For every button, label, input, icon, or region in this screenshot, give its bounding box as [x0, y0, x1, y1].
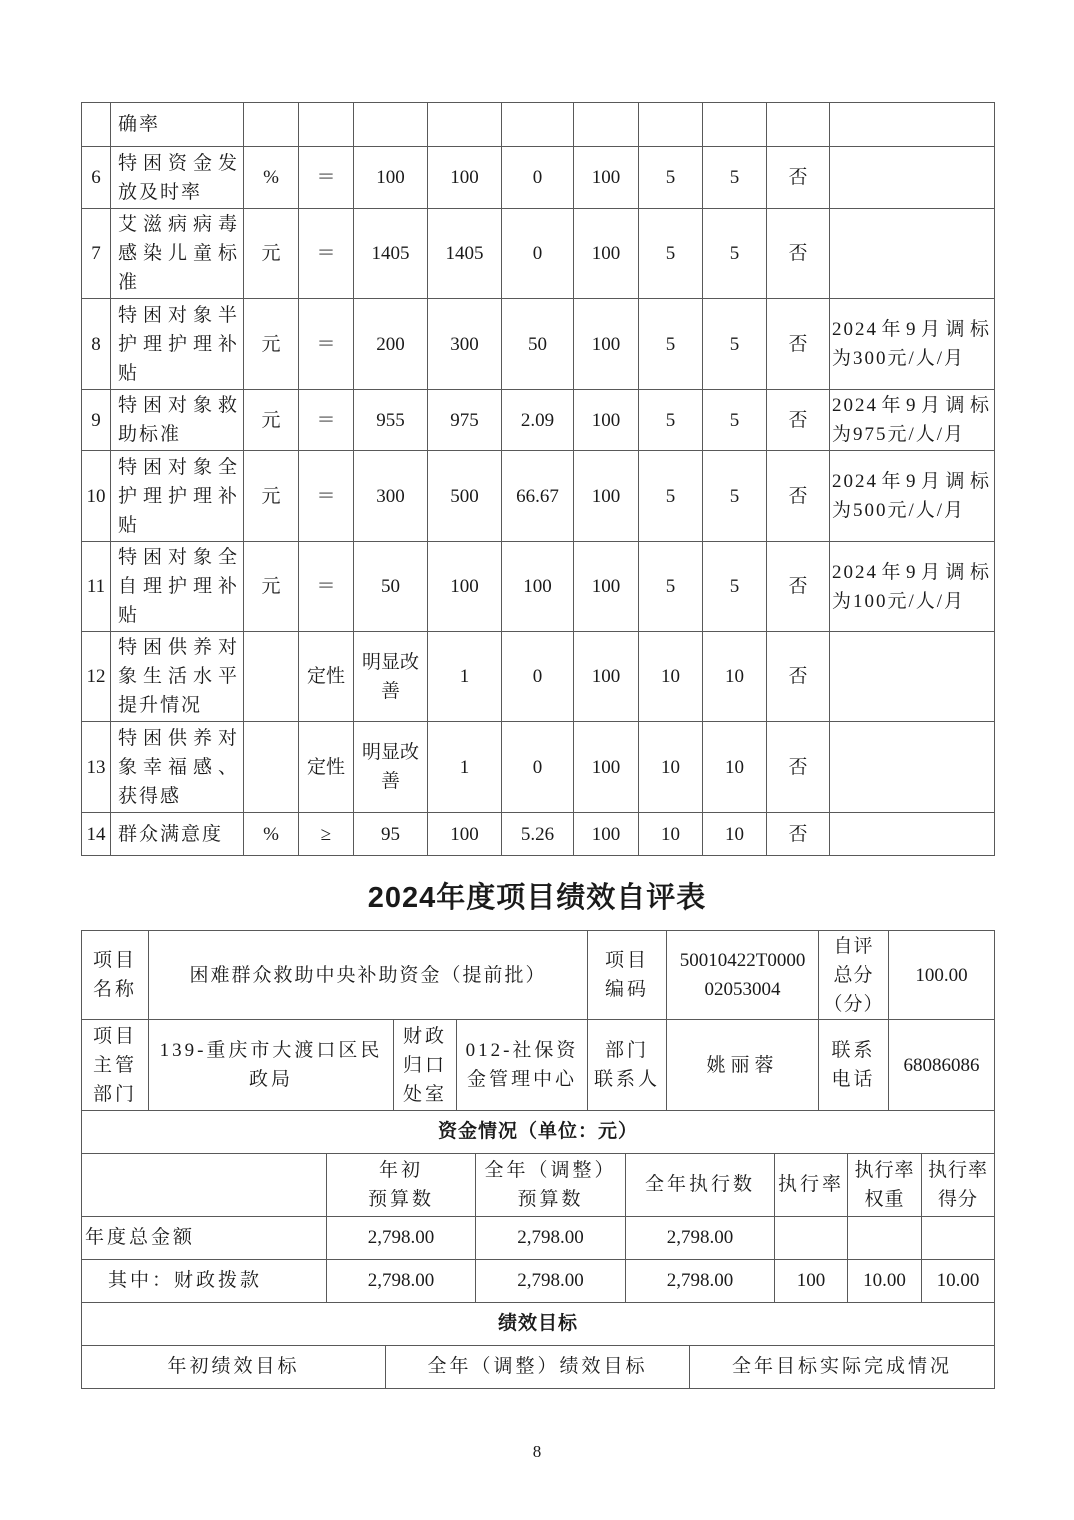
cell-deviation-rate: 5.26: [502, 813, 574, 856]
cell-weight: 5: [639, 299, 703, 390]
cell-index: 7: [82, 209, 111, 299]
cell-score: 5: [703, 299, 767, 390]
cell-remark: [830, 632, 995, 722]
cell-unit: 元: [244, 299, 299, 390]
indicator-table: [81, 102, 995, 856]
cell-completion-rate: 100: [574, 542, 639, 632]
cell-completion-rate: 100: [574, 147, 639, 209]
cell-score: 10: [703, 632, 767, 722]
cell-weight: 5: [639, 209, 703, 299]
cell-remark: [830, 209, 995, 299]
cell-deduction-flag: 否: [767, 632, 830, 722]
cell-score: 5: [703, 147, 767, 209]
cell-actual-value: 500: [428, 451, 502, 542]
goals-header-actual: 全年目标实际完成情况: [690, 1345, 995, 1388]
cell-unit: [244, 722, 299, 813]
cell-actual-value: 1: [428, 722, 502, 813]
cell-unit: [244, 103, 299, 147]
cell-target-value: 955: [354, 390, 428, 451]
funding-header-row: [82, 1153, 995, 1216]
goals-header-adjusted: 全年（调整）绩效目标: [386, 1345, 690, 1388]
total-score-label: 自评 总分 （分）: [819, 931, 889, 1020]
funding-rate-score: 10.00: [922, 1259, 995, 1302]
cell-indicator-name: 特困供养对象幸福感、获得感: [111, 722, 244, 813]
cell-target-value: 200: [354, 299, 428, 390]
cell-indicator-nature: ＝: [299, 542, 354, 632]
funding-adjusted-budget: 2,798.00: [476, 1259, 626, 1302]
cell-index: 6: [82, 147, 111, 209]
cell-target-value: 50: [354, 542, 428, 632]
cell-actual-value: 1: [428, 632, 502, 722]
cell-score: 10: [703, 722, 767, 813]
cell-remark: 2024年9月调标为975元/人/月: [830, 390, 995, 451]
cell-indicator-nature: [299, 103, 354, 147]
cell-remark: [830, 722, 995, 813]
cell-completion-rate: [574, 103, 639, 147]
department-value: 139-重庆市大渡口区民政局: [149, 1020, 394, 1111]
cell-deduction-flag: [767, 103, 830, 147]
cell-actual-value: 975: [428, 390, 502, 451]
funding-header-execution-rate: 执行率: [775, 1153, 848, 1216]
cell-unit: %: [244, 813, 299, 856]
cell-target-value: 95: [354, 813, 428, 856]
project-info-table: [81, 930, 995, 1111]
funding-header-rate-score: 执行率 得分: [922, 1153, 995, 1216]
cell-deduction-flag: 否: [767, 813, 830, 856]
cell-score: [703, 103, 767, 147]
total-score-value: 100.00: [889, 931, 995, 1020]
cell-deviation-rate: 0: [502, 147, 574, 209]
indicator-row: [82, 390, 995, 451]
funding-row-fiscal: [82, 1259, 995, 1302]
cell-weight: [639, 103, 703, 147]
funding-section-title: 资金情况（单位：元）: [82, 1110, 995, 1153]
funding-rate-weight: [848, 1216, 922, 1259]
cell-score: 5: [703, 209, 767, 299]
cell-indicator-name: 特困对象救助标准: [111, 390, 244, 451]
performance-goals-table: [81, 1302, 995, 1389]
cell-actual-value: 100: [428, 542, 502, 632]
contact-value: 姚丽蓉: [667, 1020, 819, 1111]
cell-indicator-nature: ＝: [299, 451, 354, 542]
cell-indicator-nature: ＝: [299, 147, 354, 209]
cell-deduction-flag: 否: [767, 722, 830, 813]
indicator-row: [82, 147, 995, 209]
cell-deduction-flag: 否: [767, 390, 830, 451]
cell-indicator-name: 特困对象全自理护理补贴: [111, 542, 244, 632]
phone-value: 68086086: [889, 1020, 995, 1111]
indicator-row: [82, 632, 995, 722]
cell-indicator-nature: ＝: [299, 209, 354, 299]
cell-indicator-name: 特困对象全护理护理补贴: [111, 451, 244, 542]
info-row-project: [82, 931, 995, 1020]
cell-deviation-rate: 66.67: [502, 451, 574, 542]
cell-weight: 5: [639, 147, 703, 209]
cell-weight: 5: [639, 542, 703, 632]
project-name-label: 项目 名称: [82, 931, 149, 1020]
cell-deduction-flag: 否: [767, 299, 830, 390]
funding-rate-weight: 10.00: [848, 1259, 922, 1302]
project-name-value: 困难群众救助中央补助资金（提前批）: [149, 931, 588, 1020]
funding-executed: 2,798.00: [626, 1216, 775, 1259]
indicator-row: [82, 813, 995, 856]
cell-deduction-flag: 否: [767, 451, 830, 542]
finance-office-value: 012-社保资金管理中心: [457, 1020, 588, 1111]
page-number: 8: [532, 1442, 542, 1461]
indicator-row: [82, 209, 995, 299]
cell-deviation-rate: 2.09: [502, 390, 574, 451]
cell-deduction-flag: 否: [767, 542, 830, 632]
cell-index: 9: [82, 390, 111, 451]
cell-indicator-nature: ＝: [299, 390, 354, 451]
cell-target-value: 明显改善: [354, 722, 428, 813]
cell-deduction-flag: 否: [767, 209, 830, 299]
phone-label: 联系 电话: [819, 1020, 889, 1111]
cell-completion-rate: 100: [574, 390, 639, 451]
cell-index: 10: [82, 451, 111, 542]
indicator-row: [82, 451, 995, 542]
funding-adjusted-budget: 2,798.00: [476, 1216, 626, 1259]
funding-header-executed: 全年执行数: [626, 1153, 775, 1216]
indicator-table-body: [82, 103, 995, 856]
indicator-row: [82, 103, 995, 147]
cell-actual-value: [428, 103, 502, 147]
cell-actual-value: 1405: [428, 209, 502, 299]
cell-indicator-name: 特困供养对象生活水平提升情况: [111, 632, 244, 722]
cell-target-value: 300: [354, 451, 428, 542]
cell-weight: 10: [639, 632, 703, 722]
cell-indicator-name: 确率: [111, 103, 244, 147]
cell-indicator-nature: ＝: [299, 299, 354, 390]
cell-completion-rate: 100: [574, 813, 639, 856]
cell-indicator-nature: 定性: [299, 722, 354, 813]
cell-remark: 2024年9月调标为500元/人/月: [830, 451, 995, 542]
cell-deviation-rate: 0: [502, 722, 574, 813]
cell-deduction-flag: 否: [767, 147, 830, 209]
cell-target-value: 明显改善: [354, 632, 428, 722]
funding-header-rate-weight: 执行率 权重: [848, 1153, 922, 1216]
cell-indicator-name: 特困资金发放及时率: [111, 147, 244, 209]
cell-remark: 2024年9月调标为100元/人/月: [830, 542, 995, 632]
cell-completion-rate: 100: [574, 451, 639, 542]
goals-section-title: 绩效目标: [82, 1302, 995, 1345]
cell-indicator-name: 群众满意度: [111, 813, 244, 856]
cell-target-value: [354, 103, 428, 147]
cell-unit: [244, 632, 299, 722]
cell-completion-rate: 100: [574, 209, 639, 299]
cell-actual-value: 100: [428, 813, 502, 856]
department-label: 项目 主管 部门: [82, 1020, 149, 1111]
cell-actual-value: 100: [428, 147, 502, 209]
cell-deviation-rate: 100: [502, 542, 574, 632]
cell-index: 14: [82, 813, 111, 856]
cell-deviation-rate: [502, 103, 574, 147]
finance-office-label: 财政 归口 处室: [394, 1020, 457, 1111]
indicator-row: [82, 299, 995, 390]
cell-unit: 元: [244, 209, 299, 299]
cell-index: 11: [82, 542, 111, 632]
funding-section-row: [82, 1110, 995, 1153]
cell-index: [82, 103, 111, 147]
cell-weight: 10: [639, 813, 703, 856]
cell-weight: 10: [639, 722, 703, 813]
cell-deviation-rate: 0: [502, 209, 574, 299]
funding-header-initial-budget: 年初 预算数: [327, 1153, 476, 1216]
cell-score: 5: [703, 542, 767, 632]
cell-target-value: 1405: [354, 209, 428, 299]
cell-actual-value: 300: [428, 299, 502, 390]
cell-indicator-name: 特困对象半护理护理补贴: [111, 299, 244, 390]
funding-execution-rate: 100: [775, 1259, 848, 1302]
project-code-value: 50010422T000002053004: [667, 931, 819, 1020]
goals-section-row: [82, 1302, 995, 1345]
funding-execution-rate: [775, 1216, 848, 1259]
cell-unit: %: [244, 147, 299, 209]
cell-completion-rate: 100: [574, 632, 639, 722]
cell-completion-rate: 100: [574, 299, 639, 390]
cell-remark: [830, 813, 995, 856]
funding-table: [81, 1110, 995, 1303]
cell-unit: 元: [244, 390, 299, 451]
contact-label: 部门 联系人: [588, 1020, 667, 1111]
indicator-row: [82, 542, 995, 632]
funding-rate-score: [922, 1216, 995, 1259]
cell-weight: 5: [639, 451, 703, 542]
funding-row-total: [82, 1216, 995, 1259]
cell-score: 10: [703, 813, 767, 856]
project-code-label: 项目 编码: [588, 931, 667, 1020]
funding-row-label: 其中：财政拨款: [82, 1259, 327, 1302]
cell-score: 5: [703, 451, 767, 542]
cell-deviation-rate: 0: [502, 632, 574, 722]
cell-score: 5: [703, 390, 767, 451]
page-title: 2024年度项目绩效自评表: [367, 882, 707, 914]
cell-index: 13: [82, 722, 111, 813]
indicator-row: [82, 722, 995, 813]
goals-header-initial: 年初绩效目标: [82, 1345, 386, 1388]
cell-unit: 元: [244, 542, 299, 632]
funding-header-adjusted-budget: 全年（调整） 预算数: [476, 1153, 626, 1216]
cell-remark: [830, 147, 995, 209]
cell-unit: 元: [244, 451, 299, 542]
info-row-department: [82, 1020, 995, 1111]
funding-row-label: 年度总金额: [82, 1216, 327, 1259]
funding-initial-budget: 2,798.00: [327, 1216, 476, 1259]
cell-indicator-nature: 定性: [299, 632, 354, 722]
funding-executed: 2,798.00: [626, 1259, 775, 1302]
cell-deviation-rate: 50: [502, 299, 574, 390]
funding-initial-budget: 2,798.00: [327, 1259, 476, 1302]
cell-remark: 2024年9月调标为300元/人/月: [830, 299, 995, 390]
cell-index: 12: [82, 632, 111, 722]
cell-remark: [830, 103, 995, 147]
cell-weight: 5: [639, 390, 703, 451]
funding-header-blank: [82, 1153, 327, 1216]
cell-index: 8: [82, 299, 111, 390]
cell-target-value: 100: [354, 147, 428, 209]
cell-indicator-nature: ≥: [299, 813, 354, 856]
goals-header-row: [82, 1345, 995, 1388]
cell-indicator-name: 艾滋病病毒感染儿童标准: [111, 209, 244, 299]
cell-completion-rate: 100: [574, 722, 639, 813]
